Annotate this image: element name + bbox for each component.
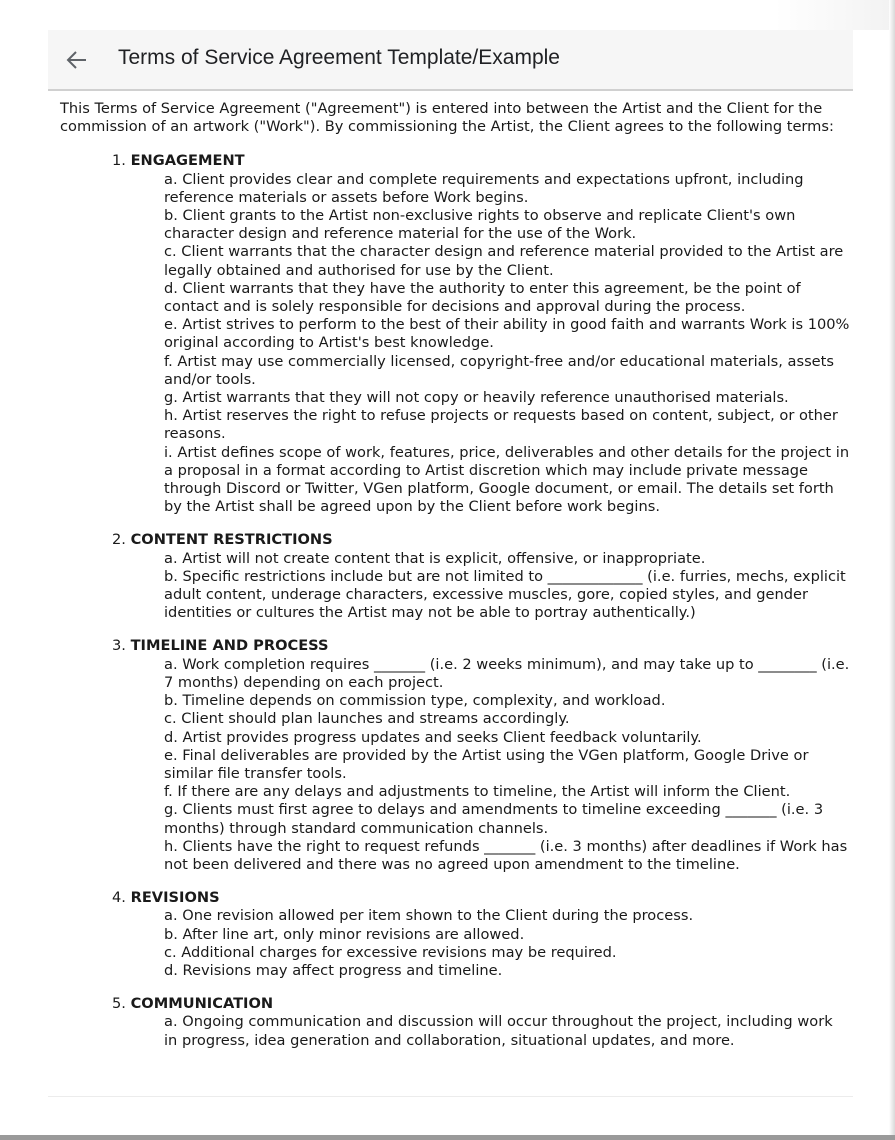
clause-item: c. Additional charges for excessive revisions may be required.	[164, 943, 617, 961]
section-title: CONTENT RESTRICTIONS	[130, 531, 333, 549]
clause-item: a. One revision allowed per item shown to the Client during the process.	[164, 907, 694, 925]
clause-list	[164, 1013, 850, 1049]
section-title: ENGAGEMENT	[130, 152, 245, 170]
section-heading	[112, 995, 850, 1013]
document-body	[60, 100, 850, 1065]
clause-item: g. Artist warrants that they will not copy or heavily reference unauthorised materials.	[164, 389, 789, 407]
section-title: REVISIONS	[130, 889, 220, 907]
section-number: 1.	[112, 152, 126, 170]
clause-item: b. After line art, only minor revisions are allowed.	[164, 925, 525, 943]
clause-item: d. Client warrants that they have the authority to enter this agreement, be the point of contact and is solely responsible for decisions and approval during the process.	[164, 279, 801, 316]
section-heading	[112, 531, 850, 549]
clause-item: h. Artist reserves the right to refuse projects or requests based on content, subject, or other reasons.	[164, 407, 838, 443]
clause-item: a. Work completion requires _______ (i.e. 2 weeks minimum), and may take up to ________ (i.e. 7 months) depending on each project.	[164, 655, 850, 691]
section-engagement	[112, 152, 850, 516]
clause-list	[164, 550, 850, 623]
clause-list	[164, 656, 850, 874]
section-timeline-and-process	[112, 637, 850, 874]
clause-item: g. Clients must first agree to delays and amendments to timeline exceeding _______ (i.e. 3 months) through standard communication channels.	[164, 801, 824, 837]
clause-item: b. Timeline depends on commission type, complexity, and workload.	[164, 692, 666, 710]
clause-item: e. Final deliverables are provided by the Artist using the VGen platform, Google Drive or similar file transfer tools.	[164, 746, 809, 782]
clause-list	[164, 171, 850, 517]
section-title: COMMUNICATION	[130, 995, 274, 1013]
section-content-restrictions	[112, 531, 850, 622]
clause-item: a. Ongoing communication and discussion will occur throughout the project, including work in progress, idea generation and collaboration, situational updates, and more.	[164, 1013, 833, 1049]
clause-item: a. Artist will not create content that is explicit, offensive, or inappropriate.	[164, 549, 706, 567]
clause-item: e. Artist strives to perform to the best of their ability in good faith and warrants Work is 100% original according to Artist's best knowledge.	[164, 316, 850, 352]
section-number: 2.	[112, 531, 126, 549]
page-corner-shadow	[775, 0, 895, 30]
intro-paragraph: This Terms of Service Agreement ("Agreement") is entered into between the Artist and the Client for the commission of an artwork ("Work"). By commissioning the Artist, the Client agrees to the following terms:	[60, 100, 834, 136]
clause-item: c. Client warrants that the character design and reference material provided to the Artist are legally obtained and authorised for use by the Client.	[164, 243, 844, 279]
section-heading	[112, 152, 850, 170]
app-header	[48, 30, 853, 91]
page-bottom-edge	[0, 1135, 895, 1140]
page-title: Terms of Service Agreement Template/Example	[118, 46, 560, 69]
clause-item: f. If there are any delays and adjustments to timeline, the Artist will inform the Client.	[164, 783, 791, 801]
section-heading	[112, 637, 850, 655]
clause-item: h. Clients have the right to request refunds _______ (i.e. 3 months) after deadlines if Work has not been delivered and there was no agreed upon amendment to the timeline.	[164, 837, 848, 873]
section-title: TIMELINE AND PROCESS	[130, 637, 329, 655]
page-footer-divider	[48, 1096, 853, 1097]
clause-item: a. Client provides clear and complete requirements and expectations upfront, including reference materials or assets before Work begins.	[164, 170, 804, 206]
clause-item: d. Revisions may affect progress and timeline.	[164, 961, 503, 979]
clause-item: f. Artist may use commercially licensed, copyright-free and/or educational materials, assets and/or tools.	[164, 352, 834, 388]
page-right-edge	[889, 0, 895, 1140]
section-number: 5.	[112, 995, 126, 1013]
section-number: 4.	[112, 889, 126, 907]
section-communication	[112, 995, 850, 1050]
clause-item: d. Artist provides progress updates and seeks Client feedback voluntarily.	[164, 728, 702, 746]
clause-item: b. Specific restrictions include but are not limited to _____________ (i.e. furries, mechs, explicit adult content, underage characters, excessive muscles, gore, copied styles, and gender identities or cultures the Artist may not be able to portray authentically.)	[164, 567, 846, 622]
clause-item: c. Client should plan launches and streams accordingly.	[164, 710, 570, 728]
clause-item: b. Client grants to the Artist non-exclusive rights to observe and replicate Client's own character design and reference material for the use of the Work.	[164, 207, 796, 243]
clause-list	[164, 907, 850, 980]
section-heading	[112, 889, 850, 907]
section-number: 3.	[112, 637, 126, 655]
section-revisions	[112, 889, 850, 980]
back-arrow-icon[interactable]	[66, 49, 88, 71]
clause-item: i. Artist defines scope of work, features, price, deliverables and other details for the project in a proposal in a format according to Artist discretion which may include private message through Discord or Twitter, VGen platform, Google document, or email. The details set forth by the Artist shall be agreed upon by the Client before work begins.	[164, 443, 850, 516]
